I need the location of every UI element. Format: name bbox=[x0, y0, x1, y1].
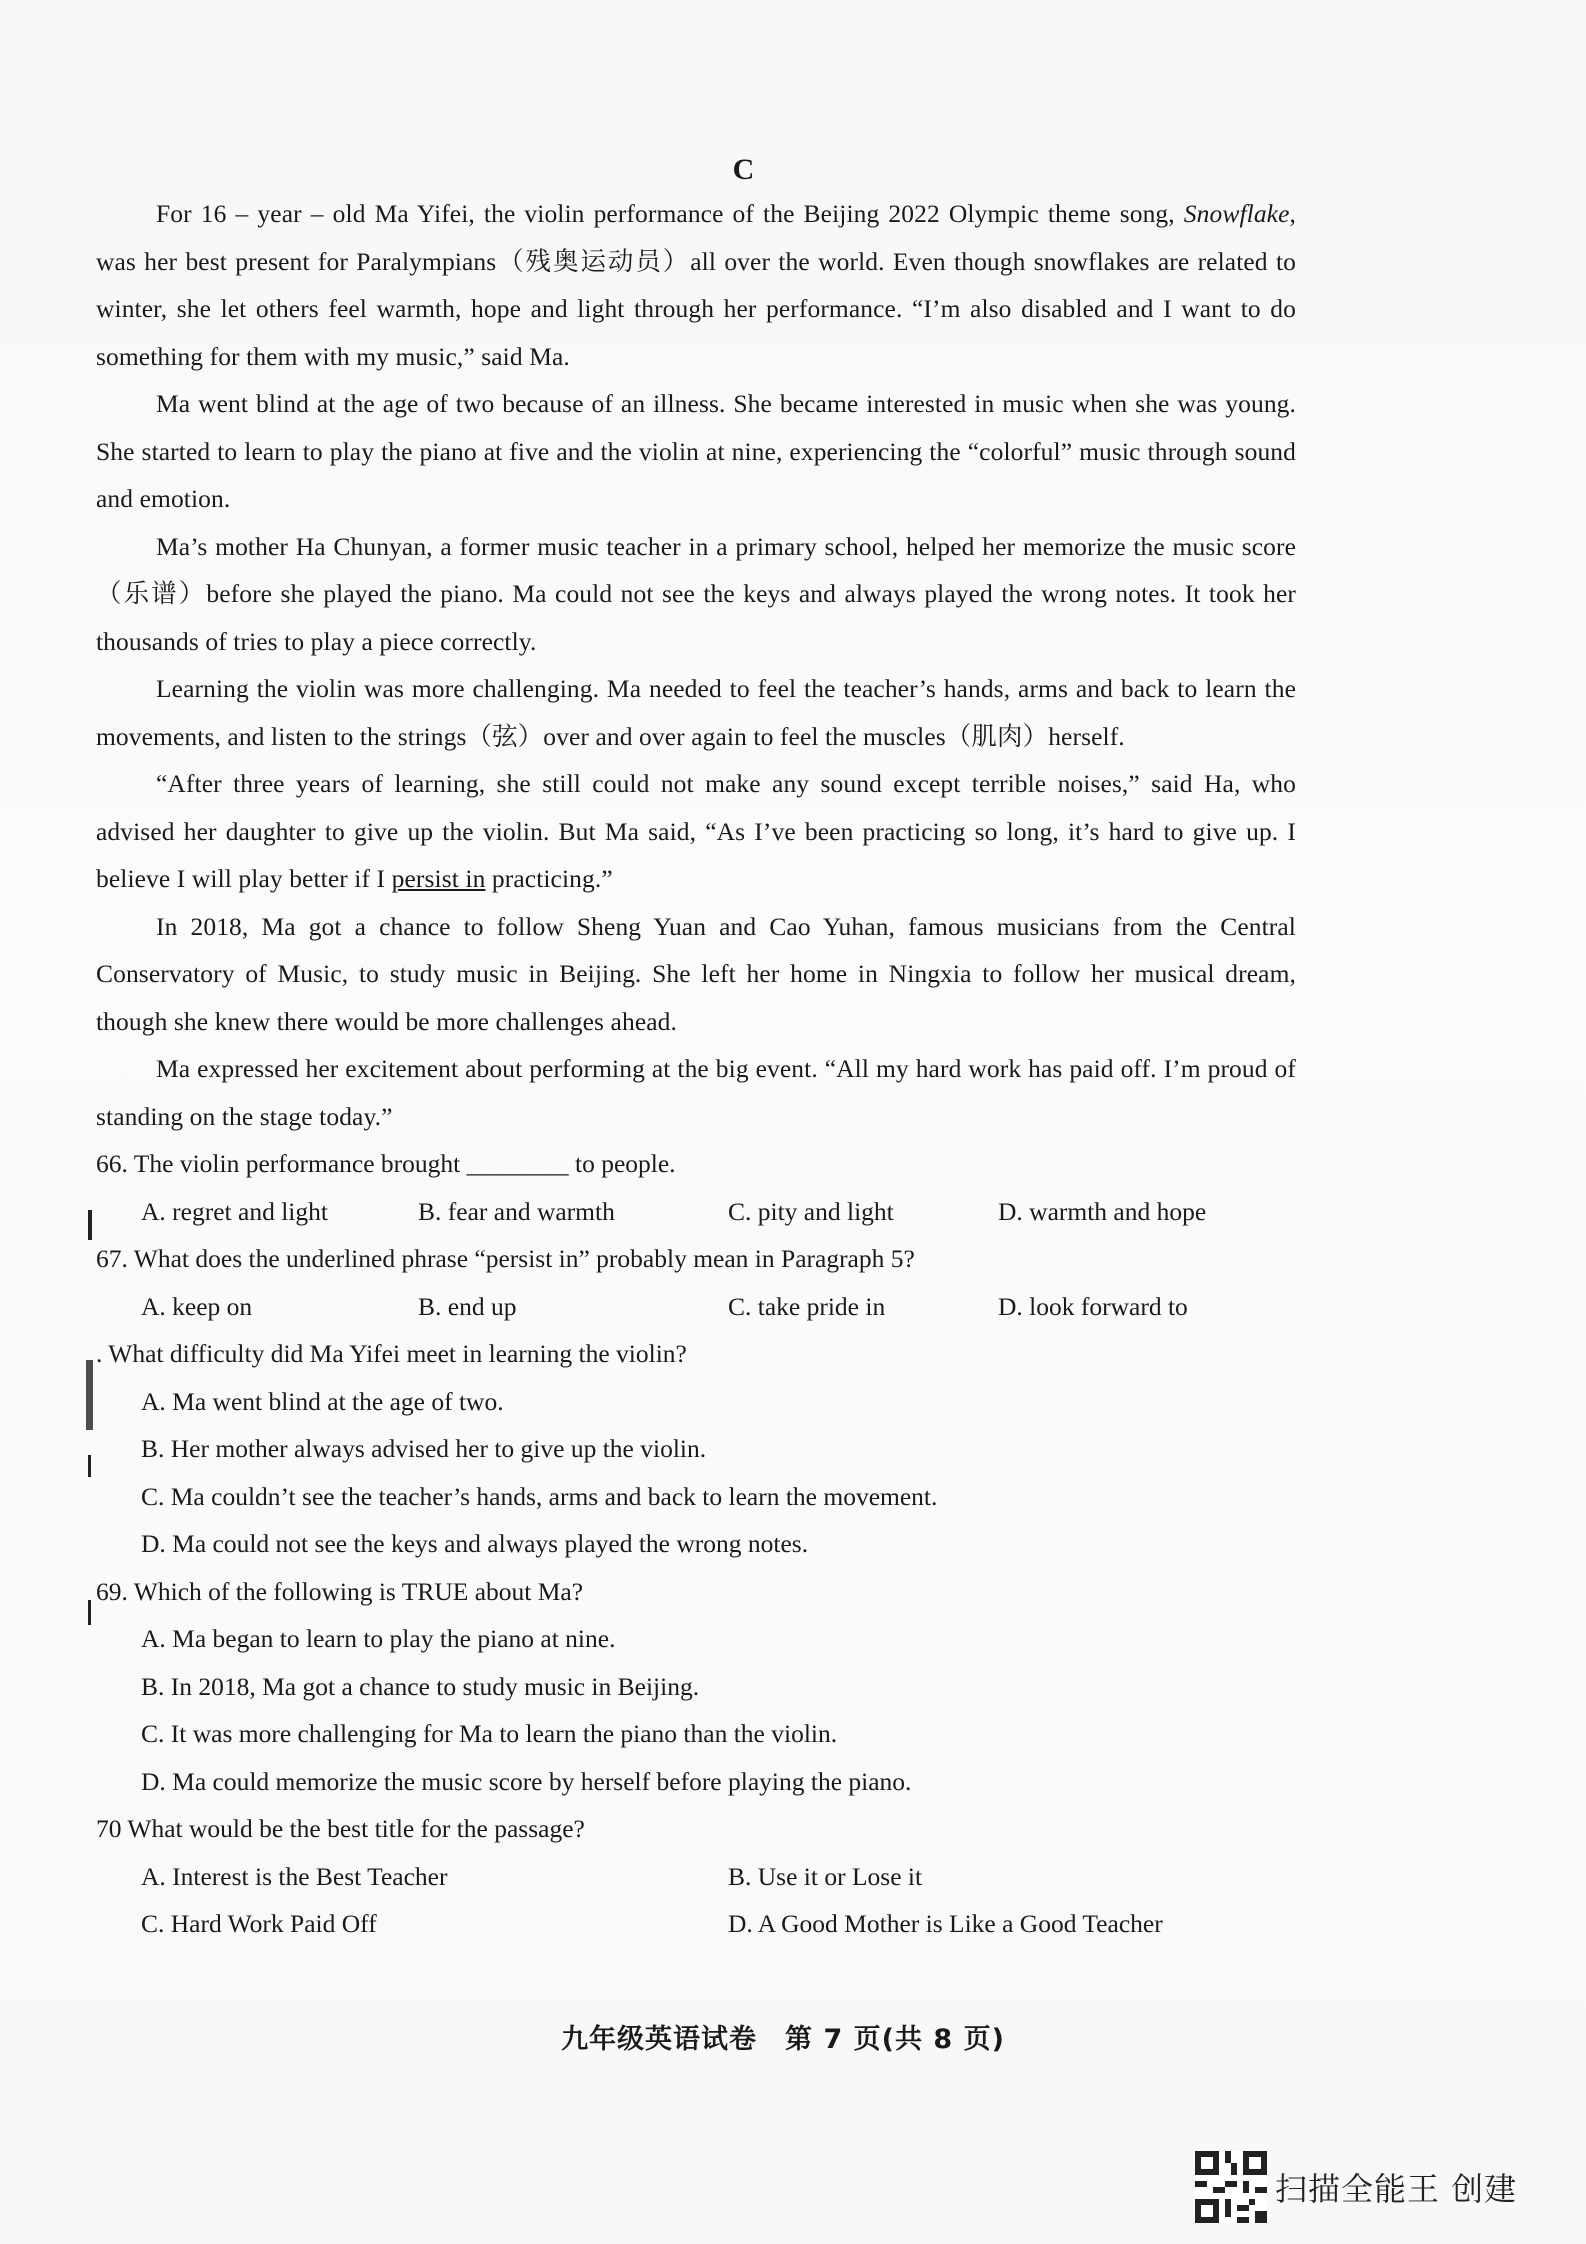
option-c[interactable]: C. pity and light bbox=[728, 1196, 894, 1226]
option-b[interactable]: B. Her mother always advised her to give up the violin. bbox=[141, 1434, 707, 1463]
paragraph-5: “After three years of learning, she still could not make any sound except terrible noises,” said Ha, who advised her daughter to give up the violin. But Ma said, “As I’ve been practicing so long, it’s hard to give up. I believe I will play better if I persist in practicing.” bbox=[96, 769, 1296, 893]
option-d[interactable]: D. look forward to bbox=[998, 1291, 1188, 1321]
question-70: 70 What would be the best title for the passage? bbox=[96, 1814, 585, 1843]
option-a[interactable]: A. Interest is the Best Teacher bbox=[141, 1861, 448, 1891]
option-a[interactable]: A. Ma began to learn to play the piano at nine. bbox=[141, 1624, 616, 1653]
option-b[interactable]: B. end up bbox=[418, 1291, 517, 1321]
question-69: 69. Which of the following is TRUE about Ma? bbox=[96, 1576, 584, 1606]
scan-artifact bbox=[88, 1600, 91, 1625]
paragraph-3: Ma’s mother Ha Chunyan, a former music teacher in a primary school, helped her memorize the music score（乐谱）before she played the piano. Ma could not see the keys and always played the wrong notes. It took her thousands of tries to play a piece correctly. bbox=[96, 531, 1296, 656]
option-c[interactable]: C. take pride in bbox=[728, 1291, 886, 1321]
question-70-options-row-1 bbox=[96, 1853, 1296, 1901]
option-d[interactable]: D. Ma could not see the keys and always played the wrong notes. bbox=[141, 1529, 809, 1558]
option-d[interactable]: D. A Good Mother is Like a Good Teacher bbox=[728, 1909, 1163, 1938]
option-c[interactable]: C. Hard Work Paid Off bbox=[141, 1909, 377, 1938]
option-c[interactable]: C. It was more challenging for Ma to learn the piano than the violin. bbox=[141, 1719, 838, 1748]
paragraph-7: Ma expressed her excitement about performing at the big event. “All my hard work has paid off. I’m proud of standing on the stage today.” bbox=[96, 1054, 1296, 1131]
passage-content bbox=[96, 150, 1296, 1948]
question-67-options bbox=[96, 1283, 1296, 1331]
option-a[interactable]: A. regret and light bbox=[141, 1196, 328, 1226]
song-title: Snowflake bbox=[1183, 199, 1290, 228]
scanner-watermark bbox=[1195, 2151, 1517, 2223]
paragraph-1: For 16 – year – old Ma Yifei, the violin performance of the Beijing 2022 Olympic theme song, Snowflake, was her best present for Paralympians（残奥运动员）all over the world. Even though snowflakes are related to winter, she let others feel warmth, hope and light through her performance. “I’m also disabled and I want to do something for them with my music,” said Ma. bbox=[96, 199, 1296, 371]
option-b[interactable]: B. Use it or Lose it bbox=[728, 1861, 923, 1891]
paragraph-6: In 2018, Ma got a chance to follow Sheng Yuan and Cao Yuhan, famous musicians from the Central Conservatory of Music, to study music in Beijing. She left her home in Ningxia to follow her musical dream, though she knew there would be more challenges ahead. bbox=[96, 911, 1296, 1036]
option-c[interactable]: C. Ma couldn’t see the teacher’s hands, arms and back to learn the movement. bbox=[141, 1481, 938, 1511]
scan-artifact bbox=[88, 1455, 91, 1477]
paragraph-2: Ma went blind at the age of two because of an illness. She became interested in music when she was young. She started to learn to play the piano at five and the violin at nine, experiencing the “colorful” music through sound and emotion. bbox=[96, 389, 1296, 513]
scan-artifact bbox=[88, 1210, 92, 1240]
question-67: 67. What does the underlined phrase “persist in” probably mean in Paragraph 5? bbox=[96, 1244, 915, 1273]
option-d[interactable]: D. warmth and hope bbox=[998, 1196, 1207, 1226]
qr-code-icon bbox=[1195, 2151, 1267, 2223]
question-66-options bbox=[96, 1188, 1296, 1236]
question-70-options-row-2 bbox=[96, 1900, 1296, 1948]
question-68: . What difficulty did Ma Yifei meet in learning the violin? bbox=[96, 1339, 687, 1368]
scan-artifact bbox=[86, 1360, 93, 1430]
paragraph-4: Learning the violin was more challenging. Ma needed to feel the teacher’s hands, arms and back to learn the movements, and listen to the strings（弦）over and over again to feel the muscles（肌肉）herself. bbox=[96, 674, 1296, 751]
option-a[interactable]: A. Ma went blind at the age of two. bbox=[141, 1386, 504, 1416]
section-title: C bbox=[732, 153, 755, 186]
question-66: 66. The violin performance brought ________ to people. bbox=[96, 1149, 676, 1178]
underlined-phrase: persist in bbox=[391, 864, 486, 893]
option-d[interactable]: D. Ma could memorize the music score by herself before playing the piano. bbox=[141, 1766, 912, 1796]
option-a[interactable]: A. keep on bbox=[141, 1291, 253, 1321]
scanner-label: 扫描全能王 创建 bbox=[1275, 2170, 1518, 2208]
option-b[interactable]: B. fear and warmth bbox=[418, 1196, 615, 1226]
page-footer: 九年级英语试卷 第 7 页(共 8 页) bbox=[561, 2024, 1005, 2055]
option-b[interactable]: B. In 2018, Ma got a chance to study music in Beijing. bbox=[141, 1671, 700, 1701]
